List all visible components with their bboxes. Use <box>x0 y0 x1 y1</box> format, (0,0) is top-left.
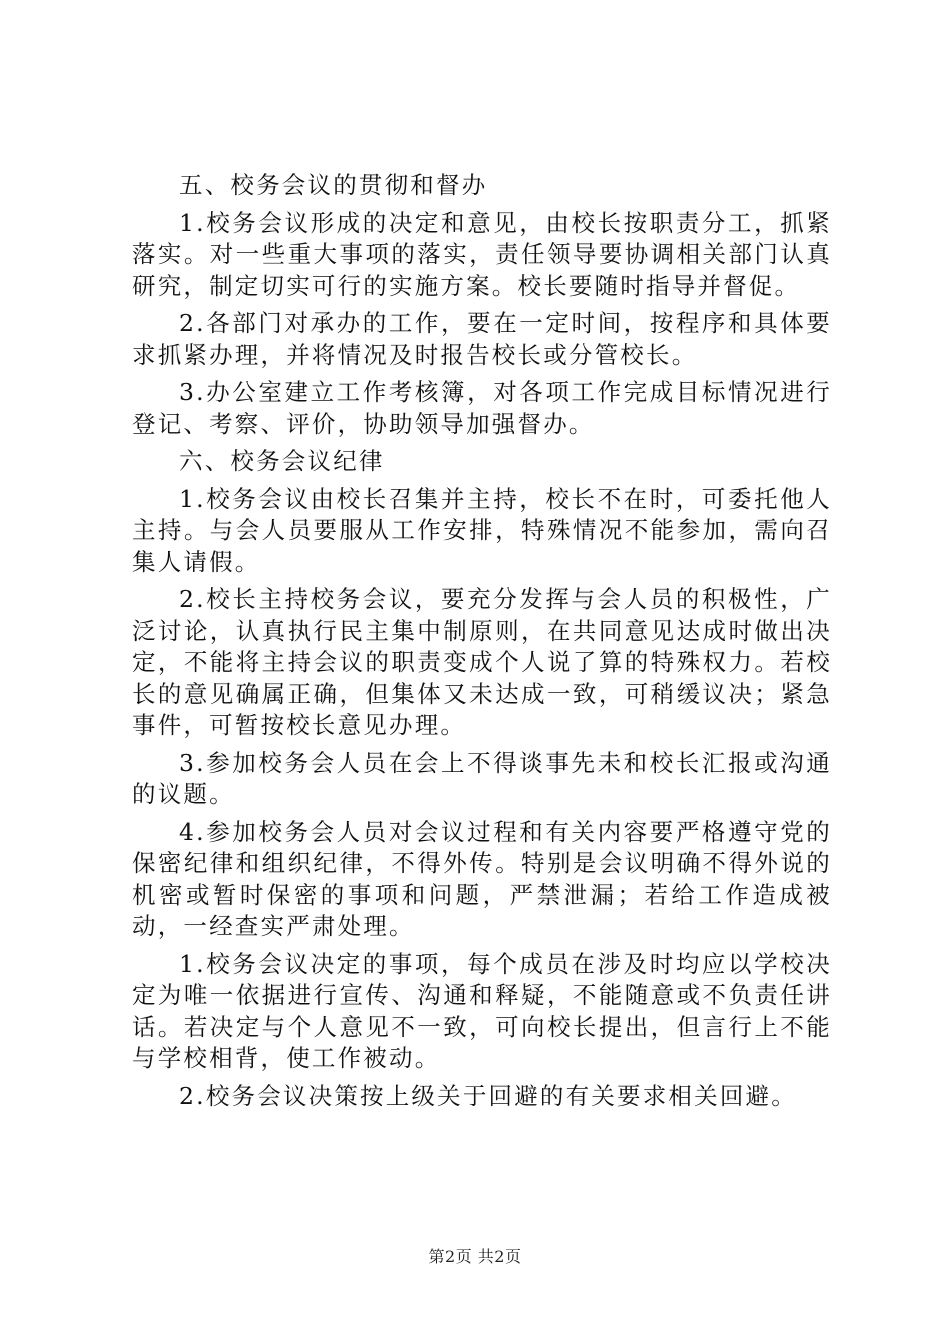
paragraph-6-2: 2.校长主持校务会议，要充分发挥与会人员的积极性，广泛讨论，认真执行民主集中制原则，在共同意见达成时做出决定，不能将主持会议的职责变成个人说了算的特殊权力。若校长的意见确属正确，但集体又未达成一致，可稍缓议决；紧急事件，可暂按校长意见办理。 <box>132 585 832 739</box>
paragraph-6-4: 4.参加校务会人员对会议过程和有关内容要严格遵守党的保密纪律和组织纪律，不得外传。特别是会议明确不得外说的机密或暂时保密的事项和问题，严禁泄漏；若给工作造成被动，一经查实严肃处理。 <box>132 817 832 940</box>
section-heading-5: 五、校务会议的贯彻和督办 <box>179 171 488 199</box>
section-heading-6: 六、校务会议纪律 <box>179 447 385 475</box>
paragraph-6-3: 3.参加校务会人员在会上不得谈事先未和校长汇报或沟通的议题。 <box>132 748 832 808</box>
paragraph-extra-2: 2.校务会议决策按上级关于回避的有关要求相关回避。 <box>179 1081 797 1110</box>
paragraph-5-3: 3.办公室建立工作考核簿，对各项工作完成目标情况进行登记、考察、评价，协助领导加强督办。 <box>132 378 832 438</box>
document-body <box>132 170 832 1118</box>
paragraph-5-2: 2.各部门对承办的工作，要在一定时间，按程序和具体要求抓紧办理，并将情况及时报告校长或分管校长。 <box>132 309 832 369</box>
paragraph-5-1: 1.校务会议形成的决定和意见，由校长按职责分工，抓紧落实。对一些重大事项的落实，责任领导要协调相关部门认真研究，制定切实可行的实施方案。校长要随时指导并督促。 <box>132 208 832 300</box>
page-number-footer: 第2页 共2页 <box>428 1247 522 1266</box>
paragraph-extra-1: 1.校务会议决定的事项，每个成员在涉及时均应以学校决定为唯一依据进行宣传、沟通和释疑，不能随意或不负责任讲话。若决定与个人意见不一致，可向校长提出，但言行上不能与学校相背，使工作被动。 <box>132 949 832 1072</box>
paragraph-6-1: 1.校务会议由校长召集并主持，校长不在时，可委托他人主持。与会人员要服从工作安排，特殊情况不能参加，需向召集人请假。 <box>132 484 832 576</box>
